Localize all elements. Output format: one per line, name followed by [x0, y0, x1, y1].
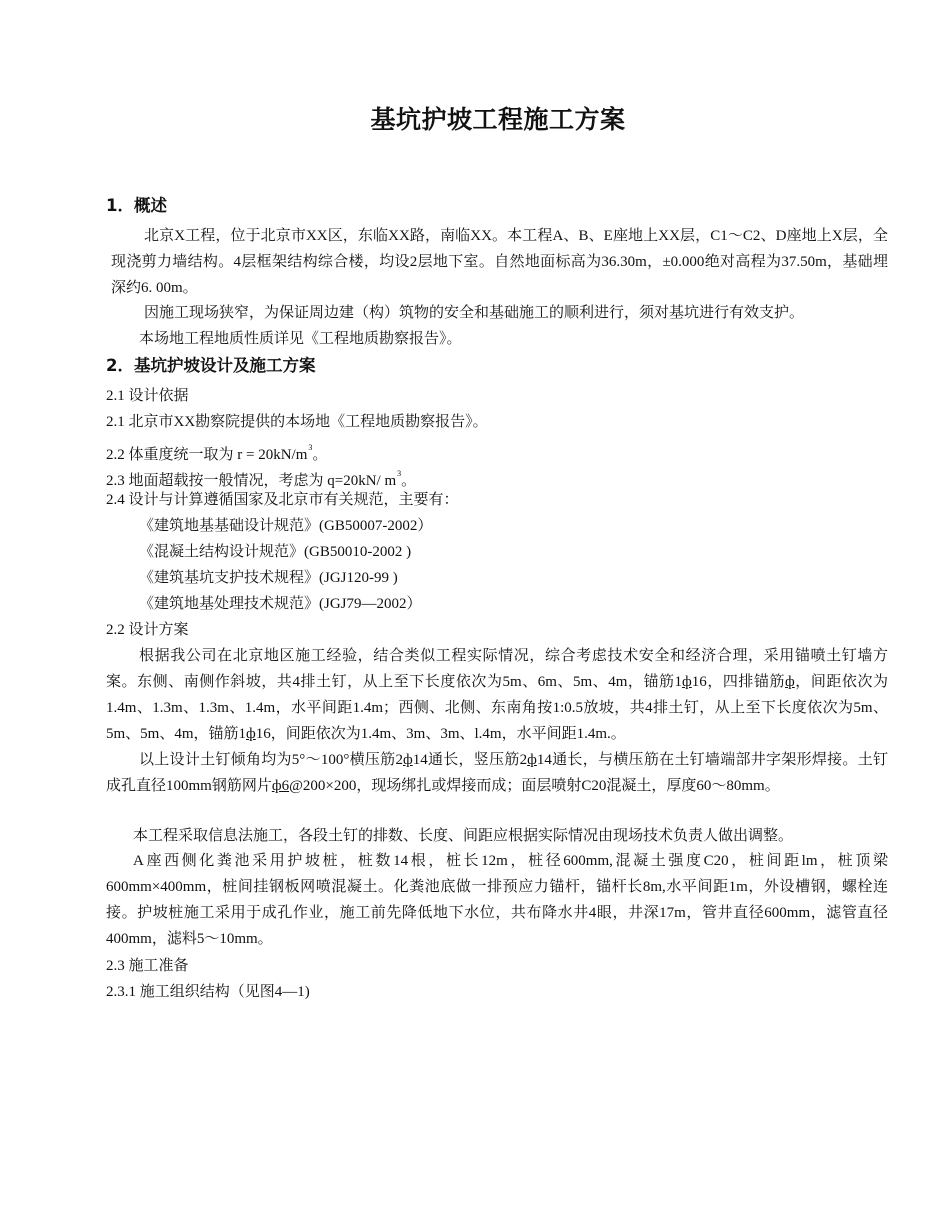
overview-paragraph-2: 因施工现场狭窄，为保证周边建（构）筑物的安全和基础施工的顺利进行，须对基坑进行有效支护。: [144, 305, 805, 321]
section-2-heading: 2．基坑护坡设计及施工方案: [106, 356, 316, 375]
design-plan-paragraph-1: 根据我公司在北京地区施工经验，结合类似工程实际情况，综合考虑技术安全和经济合理，采用锚喷土钉墙方案。东侧、南侧作斜坡，共4排土钉，从上至下长度依次为5m、6m、5m、4m，锚筋1ф16，四排锚筋ф，间距依次为1.4m、1.3m、1.3m、1.4m，水平间距1.4m；西侧、北侧、东南角按1:0.5放坡，共4排土钉，从上至下长度依次为5m、5m、5m、4m，锚筋1ф16，间距依次为1.4m、3m、3m、l.4m，水平间距1.4m.。: [106, 648, 888, 742]
document-title: 基坑护坡工程施工方案: [370, 105, 626, 134]
code-reference: 《建筑地基处理技术规范》(JGJ79—2002）: [139, 596, 422, 612]
design-plan-title: 2.2 设计方案: [106, 622, 189, 638]
design-basis-item-surcharge: 2.3 地面超载按一般情况，考虑为 q=20kN/ $m^3$。: [106, 469, 417, 489]
overview-paragraph-3: 本场地工程地质性质详见《工程地质勘察报告》。: [139, 331, 462, 347]
code-reference: 《建筑基坑支护技术规程》(JGJ120-99 ): [139, 570, 398, 586]
design-plan-paragraph-4: A座西侧化粪池采用护坡桩，桩数14根，桩长12m，桩径600mm,混凝土强度C20，桩间距lm，桩顶梁600mm×400mm，桩间挂钢板网喷混凝土。化粪池底做一排预应力锚杆，锚杆长8m,水平间距1m，外设槽钢，螺栓连接。护坡桩施工采用于成孔作业，施工前先降低地下水位，共布降水井4眼，井深17m，管井直径600mm，滤管直径400mm，滤料5～10mm。: [106, 853, 888, 947]
code-reference: 《混凝土结构设计规范》(GB50010-2002 ): [139, 544, 412, 560]
design-basis-title: 2.1 设计依据: [106, 388, 189, 404]
construction-prep-title: 2.3 施工准备: [106, 958, 189, 974]
design-basis-item-report: 2.1 北京市XX勘察院提供的本场地《工程地质勘察报告》。: [106, 414, 488, 430]
design-basis-item-codes: 2.4 设计与计算遵循国家及北京市有关规范，主要有：: [106, 492, 459, 508]
overview-paragraph-1: 北京X工程，位于北京市XX区，东临XX路，南临XX。本工程A、B、E座地上XX层，C1～C2、D座地上X层，全现浇剪力墙结构。4层框架结构综合楼，均设2层地下室。自然地面标高为36.30m，±0.000绝对高程为37.50m，基础埋深约6. 00m。: [111, 228, 888, 296]
organization-structure-title: 2.3.1 施工组织结构（见图4—1): [106, 984, 310, 1000]
code-reference: 《建筑地基基础设计规范》(GB50007-2002）: [139, 518, 433, 534]
design-basis-item-unit-weight: 2.2 体重度统一取为 $r = 20kN/m^3$。: [106, 443, 328, 463]
design-plan-paragraph-3: 本工程采取信息法施工，各段土钉的排数、长度、间距应根据实际情况由现场技术负责人做出调整。: [133, 828, 794, 844]
section-1-heading: 1．概述: [106, 196, 167, 215]
design-plan-paragraph-2: 以上设计土钉倾角均为5°～100°横压筋2ф14通长，竖压筋2ф14通长，与横压筋在土钉墙端部井字架形焊接。土钉成孔直径100mm钢筋网片ф6@200×200，现场绑扎或焊接而成；面层喷射C20混凝土，厚度60～80mm。: [106, 752, 888, 794]
